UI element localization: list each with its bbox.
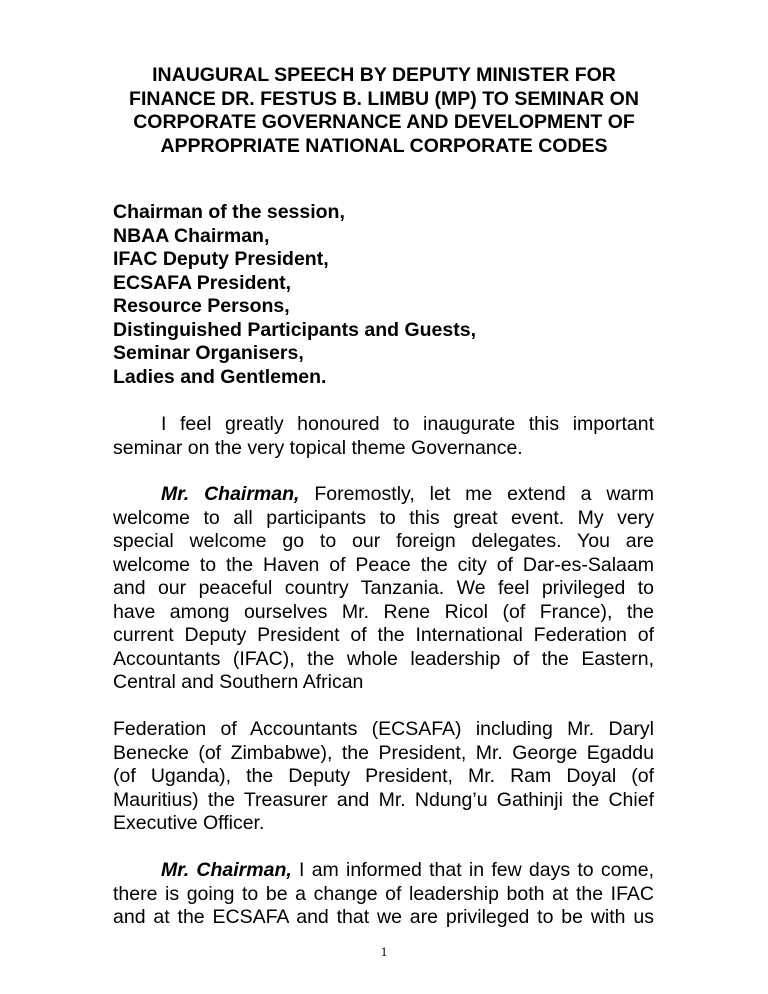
paragraph-line: and our peaceful country Tanzania. We feel privileged to <box>113 577 654 599</box>
salutation-list <box>113 201 476 389</box>
paragraph-line: (of Uganda), the Deputy President, Mr. Ram Doyal (of <box>113 765 654 787</box>
salutation-line: Resource Persons, <box>113 295 290 317</box>
paragraph-line: there is going to be a change of leadership both at the IFAC <box>113 882 654 905</box>
paragraph-line: Mauritius) the Treasurer and Mr. Ndung’u Gathinji the Chief <box>113 788 654 811</box>
paragraph-line: seminar on the very topical theme Governance. <box>113 436 523 459</box>
title-line: FINANCE DR. FESTUS B. LIMBU (MP) TO SEMINAR ON <box>129 87 639 110</box>
mr-chairman-lead: Mr. Chairman, <box>161 483 300 505</box>
paragraph-line: Executive Officer. <box>113 812 265 834</box>
page-number: 1 <box>380 944 388 959</box>
paragraph-welcome <box>113 483 654 695</box>
salutation-line: Chairman of the session, <box>113 201 345 223</box>
paragraph-leadership <box>113 859 654 930</box>
paragraph-line: current Deputy President of the International Federation of <box>113 624 654 646</box>
paragraph-line: Foremostly, let me extend a warm <box>299 483 654 505</box>
speech-title <box>112 64 656 158</box>
salutation-line: ECSAFA President, <box>113 271 292 294</box>
salutation-line: Distinguished Participants and Guests, <box>113 318 476 341</box>
salutation-line: Ladies and Gentlemen. <box>113 365 327 388</box>
title-line: APPROPRIATE NATIONAL CORPORATE CODES <box>160 134 608 157</box>
paragraph-line: special welcome go to our foreign delegates. You are <box>113 530 654 552</box>
mr-chairman-lead: Mr. Chairman, <box>161 859 292 881</box>
title-line: CORPORATE GOVERNANCE AND DEVELOPMENT OF <box>133 111 635 133</box>
salutation-line: Seminar Organisers, <box>113 342 304 364</box>
paragraph-line: I feel greatly honoured to inaugurate this important <box>161 413 654 435</box>
paragraph-line: welcome to all participants to this great event. My very <box>113 506 654 529</box>
paragraph-line: welcome to the Haven of Peace the city of Dar-es-Salaam <box>113 553 654 576</box>
paragraph-line: Federation of Accountants (ECSAFA) including Mr. Daryl <box>113 718 654 740</box>
paragraph-line: have among ourselves Mr. Rene Ricol (of France), the <box>113 600 654 623</box>
salutation-line: IFAC Deputy President, <box>113 248 329 270</box>
paragraph-line: Central and Southern African <box>113 671 364 693</box>
paragraph-ecsafa <box>113 718 654 836</box>
title-line: INAUGURAL SPEECH BY DEPUTY MINISTER FOR <box>152 64 616 86</box>
paragraph-line: and at the ECSAFA and that we are privileged to be with us <box>113 906 654 928</box>
paragraph-honoured <box>113 413 654 460</box>
paragraph-line: I am informed that in few days to come, <box>291 859 654 881</box>
paragraph-line: Benecke (of Zimbabwe), the President, Mr. George Egaddu <box>113 741 654 764</box>
paragraph-line: Accountants (IFAC), the whole leadership of the Eastern, <box>113 647 654 670</box>
salutation-line: NBAA Chairman, <box>113 224 270 247</box>
